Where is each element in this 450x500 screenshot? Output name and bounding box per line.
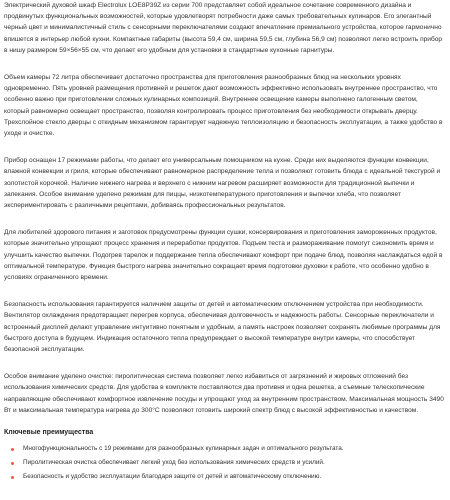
description-paragraph-4: Для любителей здорового питания и заготовок предусмотрены функции сушки, консервирования и приготовления замороженных продуктов, которые значительно упрощают процесс хранения и переработки продуктов. Подъем теста и размораживание помогут сэкономить время и улучшить качество выпечки. Подогрев тарелок и поддержание тепла обеспечивают комфорт при подаче блюд, позволяя наслаждаться едой в оптимальной температуре. Функция быстрого нагрева значительно сокращает время подготовки духовки к работе, что особенно удобно в условиях ограниченного времени. [4,229,443,282]
description-paragraph-2: Объем камеры 72 литра обеспечивает достаточно пространства для приготовления разнообразных блюд на нескольких уровнях одновременно. Пять уровней размещения противней и решеток дают возможность эффективно использовать внутреннее пространство, что особенно важно при приготовлении сложных кулинарных композиций. Внутреннее освещение камеры выполнено галогенным светом, который равномерно освещает пространство, позволяя контролировать процесс приготовления без необходимости открывать дверцу. Трехслойное стекло дверцы с откидным механизмом гарантирует надежную теплоизоляцию и безопасность эксплуатации, а также удобство в уходе и очистке. [4,74,443,138]
description-paragraph-5: Безопасность использования гарантируется наличием защиты от детей и автоматическим отключением устройства при необходимости. Вентилятор охлаждения предотвращает перегрев корпуса, обеспечивая долговечность и надежность работы. Сенсорные переключатели и встроенный дисплей делают управление интуитивно понятным и удобным, а память настроек позволяет сохранять любимые программы для быстрого доступа в будущем. Индикация остаточного тепла предупреждает о высокой температуре внутри камеры, что способствует безопасной эксплуатации. [4,301,441,354]
features-heading: Ключевые преимущества [4,429,94,437]
feature-text: Безопасность и удобство эксплуатации благодаря защите от детей и автоматическому отключению. [23,473,322,481]
bullet-icon [11,476,14,479]
description-paragraph-6: Особое внимание уделено очистке: пиролитическая система позволяет легко избавиться от загрязнений и жировых отложений без использования химических средств. Для удобства в комплекте поставляются два противня и одна решетка, а съемные телескопические направляющие обеспечивают комфортное извлечение посуды и упрощают уход за внутренним пространством. Максимальная мощность 3490 Вт и максимальная температура нагрева до 300°C позволяют готовить широкий спектр блюд с высокой эффективностью и качеством. [4,373,444,414]
description-paragraph-1: Электрический духовой шкаф Electrolux LOE8P39Z из серии 700 представляет собой идеальное сочетание современного дизайна и продвинутых функциональных возможностей, которые удовлетворят потребности даже самых требовательных кулинаров. Его элегантный черный цвет и минималистичный стиль с сенсорными переключателями создают впечатление премиального устройства, которое гармонично впишется в интерьер любой кухни. Компактные габариты (высота 59,4 см, ширина 59,5 см, глубина 56,9 см) позволяют легко встроить прибор в нишу размером 59×56×55 см, что делает его удобным для установки в стандартные кухонные гарнитуры. [4,2,443,54]
list-item [11,472,444,482]
feature-text: Пиролитическая очистка обеспечивает легкий уход без использования химических средств и усилий. [23,459,325,467]
bullet-icon [11,448,14,451]
bullet-icon [11,462,14,465]
list-item [11,458,444,468]
description-paragraph-3: Прибор оснащен 17 режимами работы, что делает его универсальным помощником на кухне. Среди них выделяются функции конвекции, влажной конвекции и гриля, которые обеспечивают равномерное распределение тепла и позволяют готовить блюда с идеальной текстурой и золотистой корочкой. Наличие нижнего нагрева и верхнего с нижним нагревом расширяет возможности для традиционной выпечки и запекания. Особое внимание уделено режимам для пиццы, низкотемпературного приготовления и выпечки хлеба, что позволяет экспериментировать с различными рецептами, добиваясь профессиональных результатов. [4,157,441,210]
features-list [4,444,444,482]
list-item [11,444,444,454]
feature-text: Многофункциональность с 19 режимами для разнообразных кулинарных задач и оптимального результата. [23,445,344,453]
